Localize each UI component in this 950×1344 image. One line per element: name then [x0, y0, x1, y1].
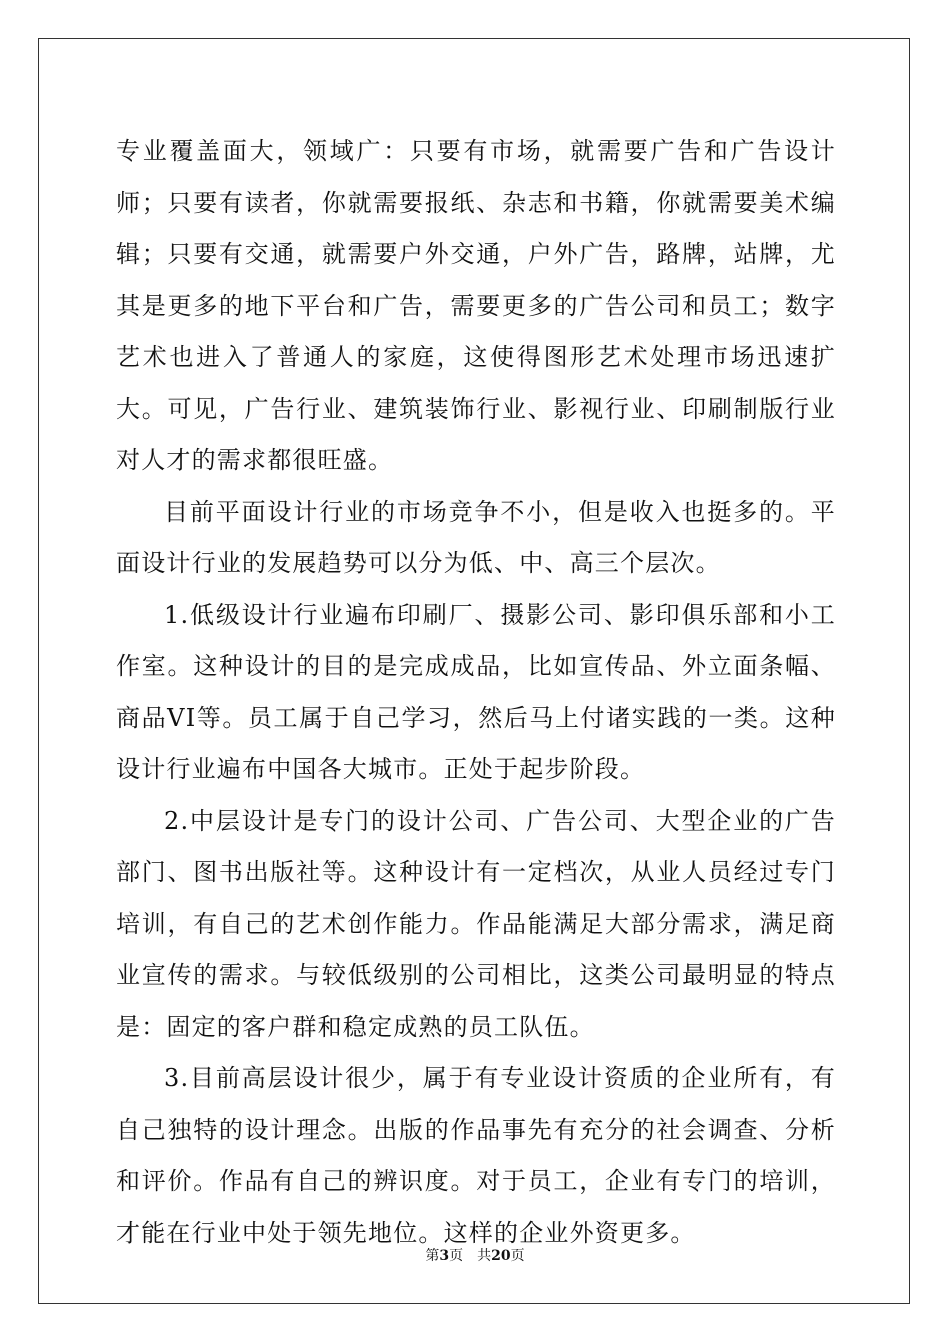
page-prefix: 第 [425, 1248, 440, 1264]
current-page-number: 3 [439, 1248, 450, 1264]
document-body [116, 126, 836, 1259]
paragraph-high-level: 3.目前高层设计很少，属于有专业设计资质的企业所有，有自己独特的设计理念。出版的作品事先有充分的社会调查、分析和评价。作品有自己的辨识度。对于员工，企业有专门的培训，才能在行业中处于领先地位。这样的企业外资更多。 [116, 1064, 836, 1247]
paragraph-intro: 专业覆盖面大，领域广：只要有市场，就需要广告和广告设计师；只要有读者，你就需要报纸、杂志和书籍，你就需要美术编辑；只要有交通，就需要户外交通，户外广告，路牌，站牌，尤其是更多的地下平台和广告，需要更多的广告公司和员工；数字艺术也进入了普通人的家庭，这使得图形艺术处理市场迅速扩大。可见，广告行业、建筑装饰行业、影视行业、印刷制版行业对人才的需求都很旺盛。 [116, 137, 836, 474]
page-footer [0, 1246, 950, 1266]
total-pages-number: 20 [491, 1248, 511, 1264]
paragraph-market-trend: 目前平面设计行业的市场竞争不小，但是收入也挺多的。平面设计行业的发展趋势可以分为低、中、高三个层次。 [116, 497, 836, 577]
total-prefix: 共 [477, 1248, 492, 1264]
total-suffix: 页 [510, 1248, 525, 1264]
page-suffix: 页 [449, 1248, 464, 1264]
paragraph-mid-level: 2.中层设计是专门的设计公司、广告公司、大型企业的广告部门、图书出版社等。这种设计有一定档次，从业人员经过专门培训，有自己的艺术创作能力。作品能满足大部分需求，满足商业宣传的需求。与较低级别的公司相比，这类公司最明显的特点是：固定的客户群和稳定成熟的员工队伍。 [116, 806, 836, 1041]
paragraph-low-level: 1.低级设计行业遍布印刷厂、摄影公司、影印俱乐部和小工作室。这种设计的目的是完成成品，比如宣传品、外立面条幅、商品VI等。员工属于自己学习，然后马上付诸实践的一类。这种设计行业遍布中国各大城市。正处于起步阶段。 [116, 600, 836, 783]
